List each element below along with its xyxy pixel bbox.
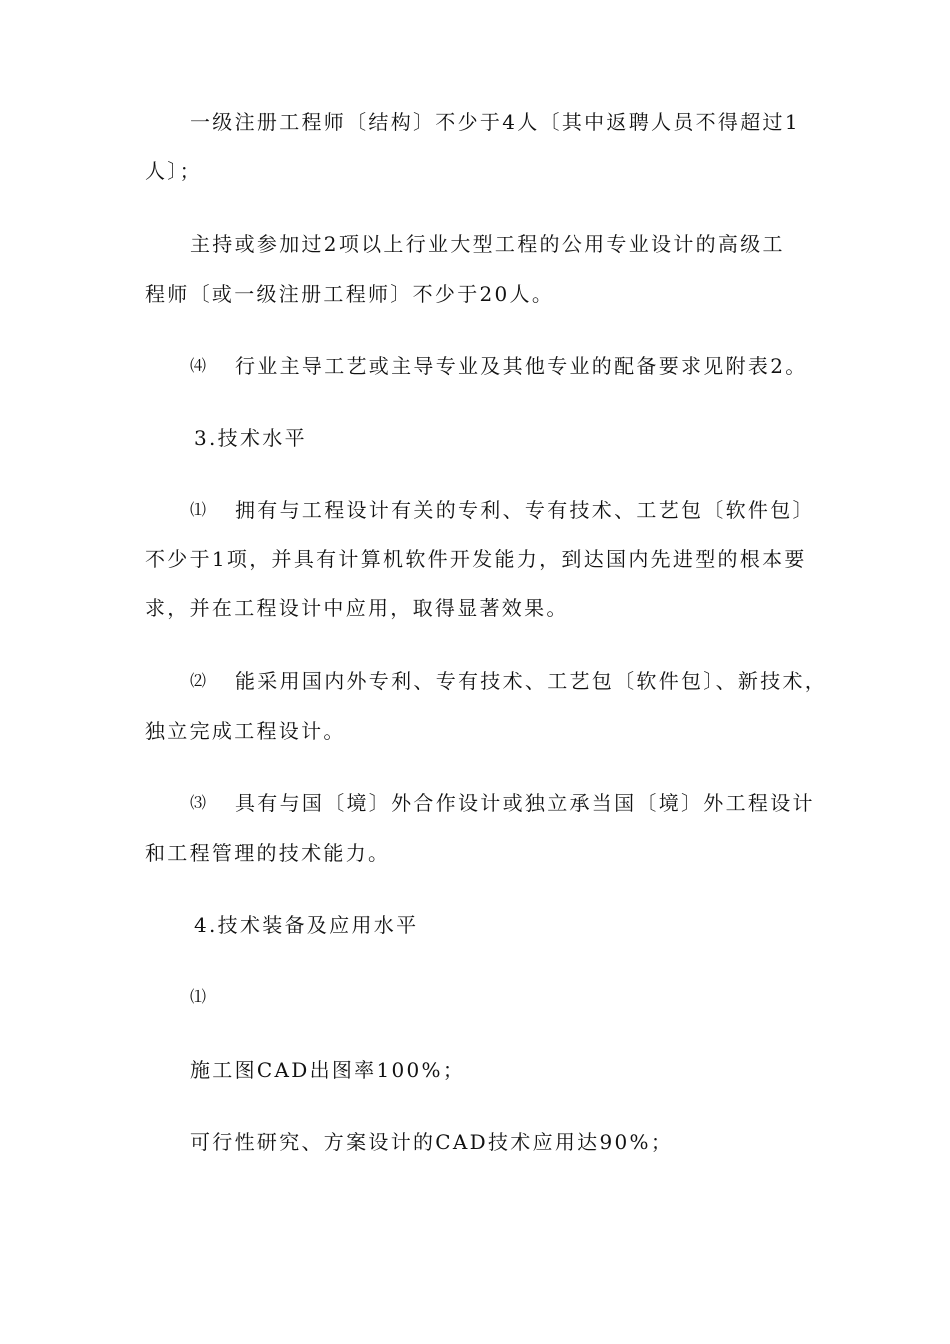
list-item-text: 拥有与工程设计有关的专利、专有技术、工艺包〔软件包〕 bbox=[235, 498, 815, 522]
paragraph-line: 一级注册工程师〔结构〕不少于4人〔其中返聘人员不得超过1 bbox=[190, 110, 800, 134]
list-marker: ⑶ bbox=[190, 793, 207, 812]
list-item-text: 能采用国内外专利、专有技术、工艺包〔软件包〕、新技术， bbox=[235, 669, 828, 693]
list-item-text: 具有与国〔境〕外合作设计或独立承当国〔境〕外工程设计 bbox=[235, 791, 815, 815]
list-marker: ⑵ bbox=[190, 671, 207, 690]
paragraph-line: 主持或参加过2项以上行业大型工程的公用专业设计的高级工 bbox=[190, 232, 785, 256]
paragraph-line: 施工图CAD出图率100%； bbox=[190, 1058, 466, 1082]
list-marker: ⑴ bbox=[190, 500, 207, 519]
section-heading: 3.技术水平 bbox=[194, 426, 307, 450]
paragraph-line: 求，并在工程设计中应用，取得显著效果。 bbox=[145, 596, 569, 620]
list-marker: ⑴ bbox=[190, 987, 207, 1006]
list-marker: ⑷ bbox=[190, 356, 207, 375]
paragraph-line: 独立完成工程设计。 bbox=[145, 719, 346, 743]
paragraph-line: 程师〔或一级注册工程师〕不少于20人。 bbox=[145, 282, 555, 306]
paragraph-line: 可行性研究、方案设计的CAD技术应用达90%； bbox=[190, 1130, 674, 1154]
paragraph-line: 人〕； bbox=[145, 159, 202, 183]
paragraph-line: 不少于1项，并具有计算机软件开发能力，到达国内先进型的根本要 bbox=[145, 547, 807, 571]
paragraph-line: 和工程管理的技术能力。 bbox=[145, 841, 391, 865]
section-heading: 4.技术装备及应用水平 bbox=[194, 913, 419, 937]
list-item-text: 行业主导工艺或主导专业及其他专业的配备要求见附表2。 bbox=[235, 354, 808, 378]
